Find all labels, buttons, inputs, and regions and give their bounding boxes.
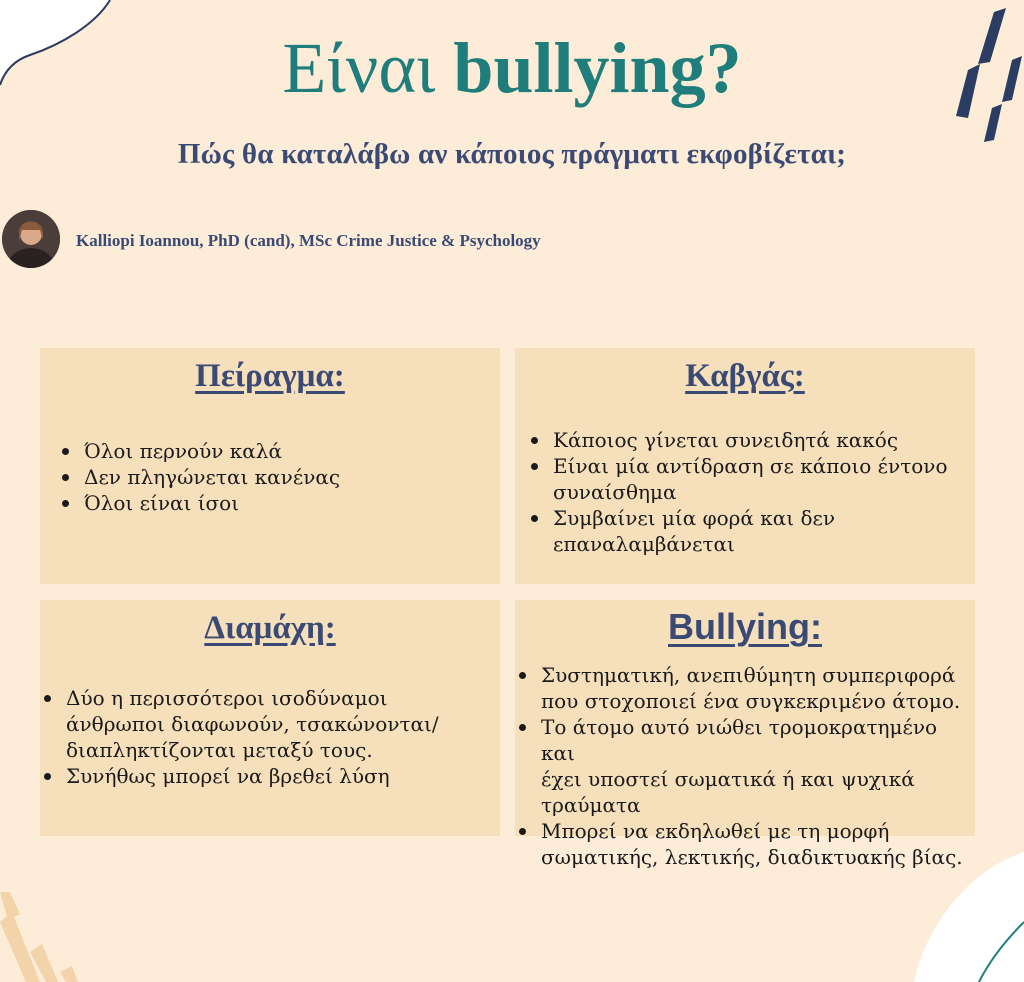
card-bullying-list [515, 662, 975, 870]
list-item-continuation: σωματικής, λεκτικής, διαδικτυακής βίας. [541, 845, 963, 869]
card-bullying [515, 600, 975, 869]
list-item-continuation: άνθρωποι διαφωνούν, τσακώνονται/ [66, 712, 439, 736]
card-teasing-title: Πείραγμα: [195, 358, 345, 394]
title-bold: bullying? [453, 28, 742, 108]
corner-decoration-bottom-right [914, 852, 1024, 982]
list-item: Κάποιος γίνεται συνειδητά κακός [527, 427, 948, 453]
avatar [2, 210, 60, 268]
list-item: Συμβαίνει μία φορά και δεν [527, 505, 948, 531]
card-fight-title: Καβγάς: [685, 358, 805, 394]
author-credit: Kalliopi Ioannou, PhD (cand), MSc Crime Justice & Psychology [76, 231, 541, 250]
list-item-continuation: επαναλαμβάνεται [553, 532, 735, 556]
page-subtitle: Πώς θα καταλάβω αν κάποιος πράγματι εκφοβίζεται; [177, 138, 847, 170]
list-item: Δύο η περισσότεροι ισοδύναμοι [40, 685, 439, 711]
list-item-continuation: συναίσθημα [553, 480, 677, 504]
card-fight-list [527, 427, 948, 557]
list-item: Μπορεί να εκδηλωθεί με τη μορφή [515, 818, 975, 844]
list-item: Το άτομο αυτό νιώθει τρομοκρατημένο και [515, 714, 975, 766]
list-item: Είναι μία αντίδραση σε κάποιο έντονο [527, 453, 948, 479]
list-item: Δεν πληγώνεται κανένας [58, 464, 340, 490]
card-teasing [40, 348, 500, 584]
list-item-continuation: που στοχοποιεί ένα συγκεκριμένο άτομο. [541, 689, 961, 713]
list-item: Συνήθως μπορεί να βρεθεί λύση [40, 763, 439, 789]
card-fight [515, 348, 975, 584]
list-item: Όλοι είναι ίσοι [58, 490, 340, 516]
card-teasing-list [58, 438, 340, 516]
card-conflict [40, 600, 500, 836]
page-title [0, 28, 1024, 108]
list-item-continuation: διαπληκτίζονται μεταξύ τους. [66, 738, 373, 762]
title-light: Είναι [282, 28, 436, 108]
list-item: Συστηματική, ανεπιθύμητη συμπεριφορά [515, 662, 975, 688]
card-conflict-list [40, 685, 439, 789]
list-item-continuation: τραύματα [541, 793, 641, 817]
list-item-continuation: έχει υποστεί σωματικά ή και ψυχικά [541, 767, 915, 791]
card-conflict-title: Διαμάχη: [204, 610, 336, 646]
card-bullying-title: Bullying: [668, 606, 822, 647]
stripes-decoration [0, 892, 120, 982]
list-item: Όλοι περνούν καλά [58, 438, 340, 464]
